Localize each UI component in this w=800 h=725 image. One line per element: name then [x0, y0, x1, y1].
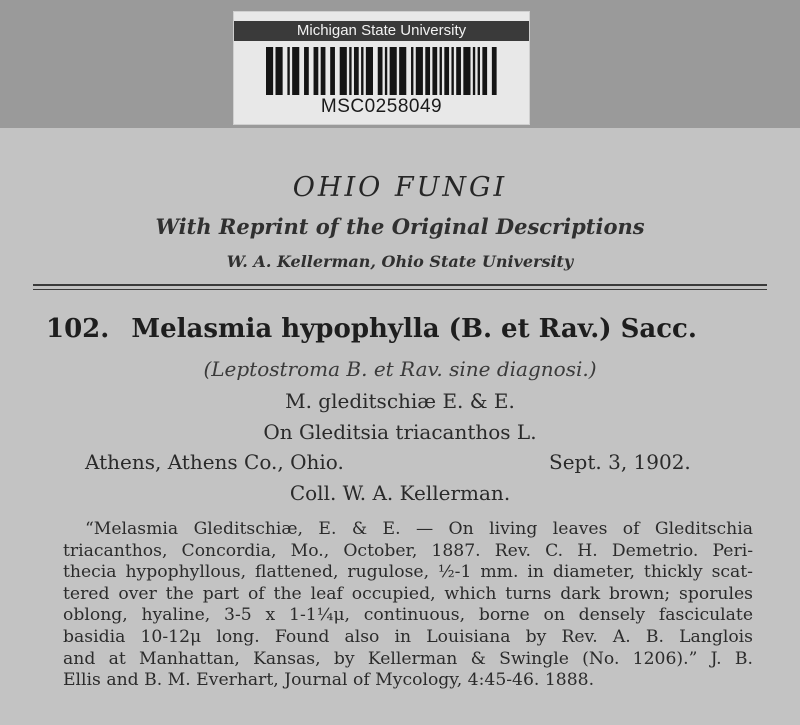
locality: Athens, Athens Co., Ohio.: [85, 450, 344, 474]
barcode-bar: [354, 47, 359, 95]
barcode-bar: [432, 47, 437, 95]
barcode-bar: [482, 47, 487, 95]
collector-line: Coll. W. A. Kellerman.: [289, 481, 511, 505]
description-line: Ellis and B. M. Everhart, Journal of Mycology, 4:45-46. 1888.: [63, 670, 595, 691]
barcode-bar: [304, 47, 309, 95]
specimen-label-sheet: [0, 128, 800, 725]
barcode-bar: [385, 47, 387, 95]
author-line: W. A. Kellerman, Ohio State University: [226, 252, 574, 271]
synonym-line-2: M. gleditschiæ E. & E.: [285, 389, 515, 413]
divider-thick: [33, 284, 767, 286]
synonym-line-1: (Leptostroma B. et Rav. sine diagnosi.): [203, 357, 597, 381]
description-line: and at Manhattan, Kansas, by Kellerman & Swingle (No. 1206).” J. B.: [63, 648, 753, 669]
description-line: thecia hypophyllous, flattened, rugulose, ½-1 mm. in diameter, thickly scat-: [63, 562, 753, 583]
original-description: [63, 519, 753, 692]
collection-date: Sept. 3, 1902.: [549, 450, 691, 474]
barcode-bar: [440, 47, 442, 95]
barcode-bar: [330, 47, 335, 95]
barcode-bar: [266, 47, 273, 95]
description-line: oblong, hyaline, 3-5 x 1-1¼μ, continuous, borne on densely fasciculate: [63, 605, 753, 626]
barcode-bar: [451, 47, 453, 95]
description-line: basidia 10-12μ long. Found also in Louisiana by Rev. A. B. Langlois: [63, 626, 753, 647]
barcode-bar: [390, 47, 397, 95]
herbarium-barcode-label: [233, 11, 530, 125]
barcode-bar: [425, 47, 430, 95]
barcode-bar: [321, 47, 326, 95]
barcode-bar: [411, 47, 413, 95]
divider-thin: [33, 289, 767, 290]
barcode-bar: [340, 47, 347, 95]
barcode-number: MSC0258049: [320, 96, 443, 117]
barcode-image: [266, 47, 499, 95]
barcode-bar: [463, 47, 470, 95]
barcode-bar: [349, 47, 351, 95]
specimen-number: 102.: [46, 314, 110, 344]
subtitle: With Reprint of the Original Descriptions: [155, 214, 645, 239]
barcode-bar: [361, 47, 363, 95]
host-line: On Gleditsia triacanthos L.: [263, 420, 537, 444]
barcode-bar: [399, 47, 406, 95]
description-line: tered over the part of the leaf occupied, which turns dark brown; sporules: [63, 583, 753, 604]
description-line: “Melasmia Gleditschiæ, E. & E. — On living leaves of Gleditschia: [85, 519, 753, 539]
description-line: triacanthos, Concordia, Mo., October, 1887. Rev. C. H. Demetrio. Peri-: [63, 540, 753, 561]
barcode-bar: [473, 47, 475, 95]
barcode-bar: [276, 47, 283, 95]
barcode-bar: [444, 47, 449, 95]
page-title: OHIO FUNGI: [292, 172, 508, 203]
barcode-bar: [292, 47, 299, 95]
barcode-bar: [478, 47, 480, 95]
institution-name: Michigan State University: [234, 21, 529, 41]
barcode-bar: [416, 47, 423, 95]
barcode-bar: [287, 47, 289, 95]
barcode-bar: [314, 47, 319, 95]
species-heading: [46, 314, 776, 344]
barcode-bar: [492, 47, 497, 95]
barcode-bar: [378, 47, 383, 95]
barcode-bar: [456, 47, 461, 95]
barcode-bar: [366, 47, 373, 95]
species-name: Melasmia hypophylla (B. et Rav.) Sacc.: [131, 314, 697, 344]
